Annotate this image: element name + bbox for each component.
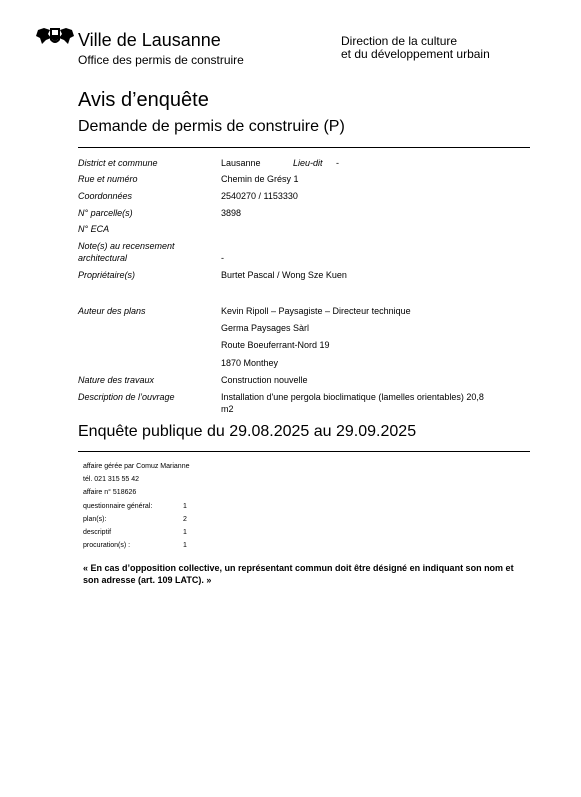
nature-value: Construction nouvelle [221,375,308,385]
item-count: 1 [183,529,187,536]
coordinates-value: 2540270 / 1153330 [221,191,298,201]
affaire-manager: affaire gérée par Comuz Marianne [83,463,190,470]
item-count: 2 [183,516,187,523]
rue-label: Rue et numéro [78,174,138,184]
item-label: descriptif [83,529,112,536]
item-count: 1 [183,542,187,549]
direction-line-1: Direction de la culture [341,34,458,48]
direction-line-2: et du développement urbain [341,47,490,61]
item-label: plan(s): [83,516,107,523]
office-name: Office des permis de construire [78,53,244,67]
notes-label [78,240,218,264]
eca-label: N° ECA [78,224,110,234]
page-title: Avis d’enquête [78,89,209,111]
lieu-dit-label: Lieu-dit [293,158,323,168]
affaire-number: affaire n° 518626 [83,489,137,496]
item-label: questionnaire général: [83,503,153,510]
lausanne-coat-of-arms-icon [36,26,74,46]
auteur-line-1: Kevin Ripoll – Paysagiste – Directeur technique [221,306,411,316]
auteur-line-3: Route Boeuferrant-Nord 19 [221,340,330,350]
coordinates-label: Coordonnées [78,191,133,201]
nature-label: Nature des travaux [78,375,155,385]
notes-label-line-1: Note(s) au recensement [78,241,175,251]
proprietaire-label: Propriétaire(s) [78,270,136,280]
parcelle-value: 3898 [221,208,242,218]
description-value [221,391,484,415]
rue-value: Chemin de Grésy 1 [221,174,299,184]
opposition-notice: « En cas d’opposition collective, un représentant commun doit être désigné en indiquant son nom et son adresse (art. 109 LATC). » [83,563,514,585]
description-label: Description de l’ouvrage [78,392,175,402]
divider [78,147,530,148]
city-name: Ville de Lausanne [78,30,221,50]
district-label: District et commune [78,158,158,168]
parcelle-label: N° parcelle(s) [78,208,133,218]
page-subtitle: Demande de permis de construire (P) [78,118,345,135]
notes-value: - [221,253,224,263]
item-count: 1 [183,503,187,510]
auteur-label: Auteur des plans [78,306,146,316]
enquete-period: Enquête publique du 29.08.2025 au 29.09.2025 [78,423,417,440]
proprietaire-value: Burtet Pascal / Wong Sze Kuen [221,270,347,280]
auteur-line-2: Germa Paysages Sàrl [221,323,310,333]
auteur-line-4: 1870 Monthey [221,358,279,368]
item-label: procuration(s) : [83,542,131,549]
notes-label-line-2: architectural [78,253,128,263]
affaire-phone: tél. 021 315 55 42 [83,476,140,483]
description-line-1: Installation d'une pergola bioclimatique (lamelles orientables) 20,8 [221,392,484,402]
description-line-2: m2 [221,404,234,414]
lieu-dit-value: - [336,158,339,168]
divider [78,451,530,452]
district-value: Lausanne [221,158,261,168]
direction-name [341,35,490,61]
